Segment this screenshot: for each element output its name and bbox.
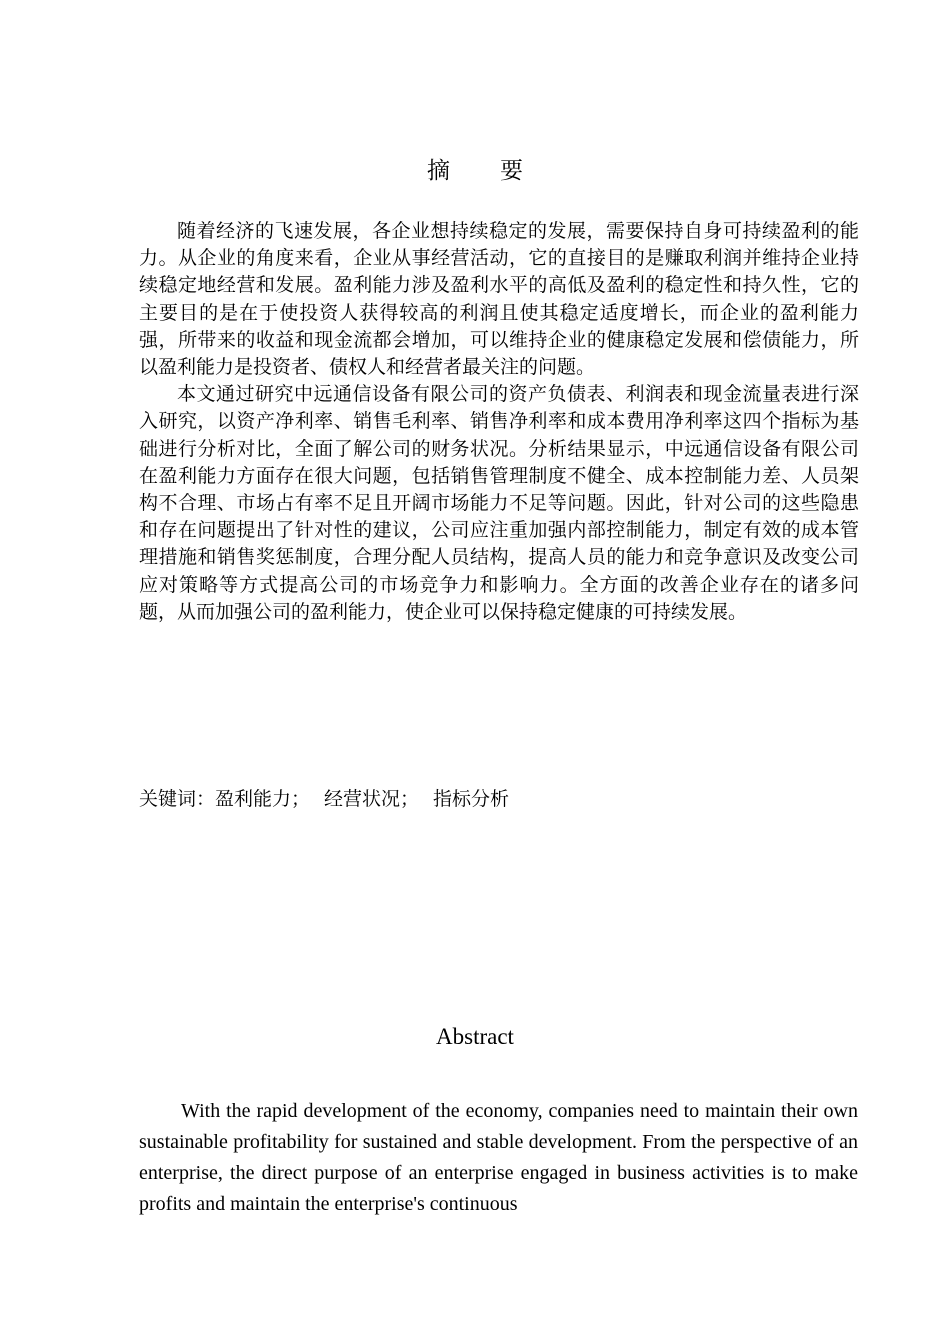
- chinese-abstract-title-char-1: 摘: [427, 158, 450, 184]
- chinese-abstract-title-char-2: 要: [500, 158, 523, 184]
- english-abstract-paragraph: With the rapid development of the economy, companies need to maintain their own sustainable profitability for sustained and stable development. From the perspective of an enterprise, the direct purpose of an enterprise engaged in business activities is to make profits and maintain the enterprise's continuous: [139, 1100, 858, 1215]
- chinese-abstract-paragraph-2: 本文通过研究中远通信设备有限公司的资产负债表、利润表和现金流量表进行深入研究，以资产净利率、销售毛利率、销售净利率和成本费用净利率这四个指标为基础进行分析对比，全面了解公司的财务状况。分析结果显示，中远通信设备有限公司在盈利能力方面存在很大问题，包括销售管理制度不健全、成本控制能力差、人员架构不合理、市场占有率不足且开阔市场能力不足等问题。因此，针对公司的这些隐患和存在问题提出了针对性的建议，公司应注重加强内部控制能力，制定有效的成本管理措施和销售奖惩制度，合理分配人员结构，提高人员的能力和竞争意识及改变公司应对策略等方式提高公司的市场竞争力和影响力。全方面的改善企业存在的诸多问题，从而加强公司的盈利能力，使企业可以保持稳定健康的可持续发展。: [139, 383, 859, 623]
- english-abstract-body: [139, 1096, 858, 1220]
- english-abstract-title: Abstract: [436, 1024, 514, 1049]
- chinese-abstract-body: [139, 218, 859, 626]
- keywords-line: [139, 785, 859, 813]
- keyword-item: 指标分析: [433, 788, 510, 810]
- chinese-abstract-paragraph-1: 随着经济的飞速发展，各企业想持续稳定的发展，需要保持自身可持续盈利的能力。从企业的角度来看，企业从事经营活动，它的直接目的是赚取利润并维持企业持续稳定地经营和发展。盈利能力涉及盈利水平的高低及盈利的稳定性和持久性，它的主要目的是在于使投资人获得较高的利润且使其稳定适度增长，而企业的盈利能力强，所带来的收益和现金流都会增加，可以维持企业的健康稳定发展和偿债能力，所以盈利能力是投资者、债权人和经营者最关注的问题。: [139, 220, 859, 379]
- keyword-item: 经营状况；: [324, 788, 420, 810]
- keyword-item: 盈利能力；: [215, 788, 311, 810]
- keywords-label: 关键词：: [139, 788, 216, 810]
- chinese-abstract-title: [0, 152, 950, 185]
